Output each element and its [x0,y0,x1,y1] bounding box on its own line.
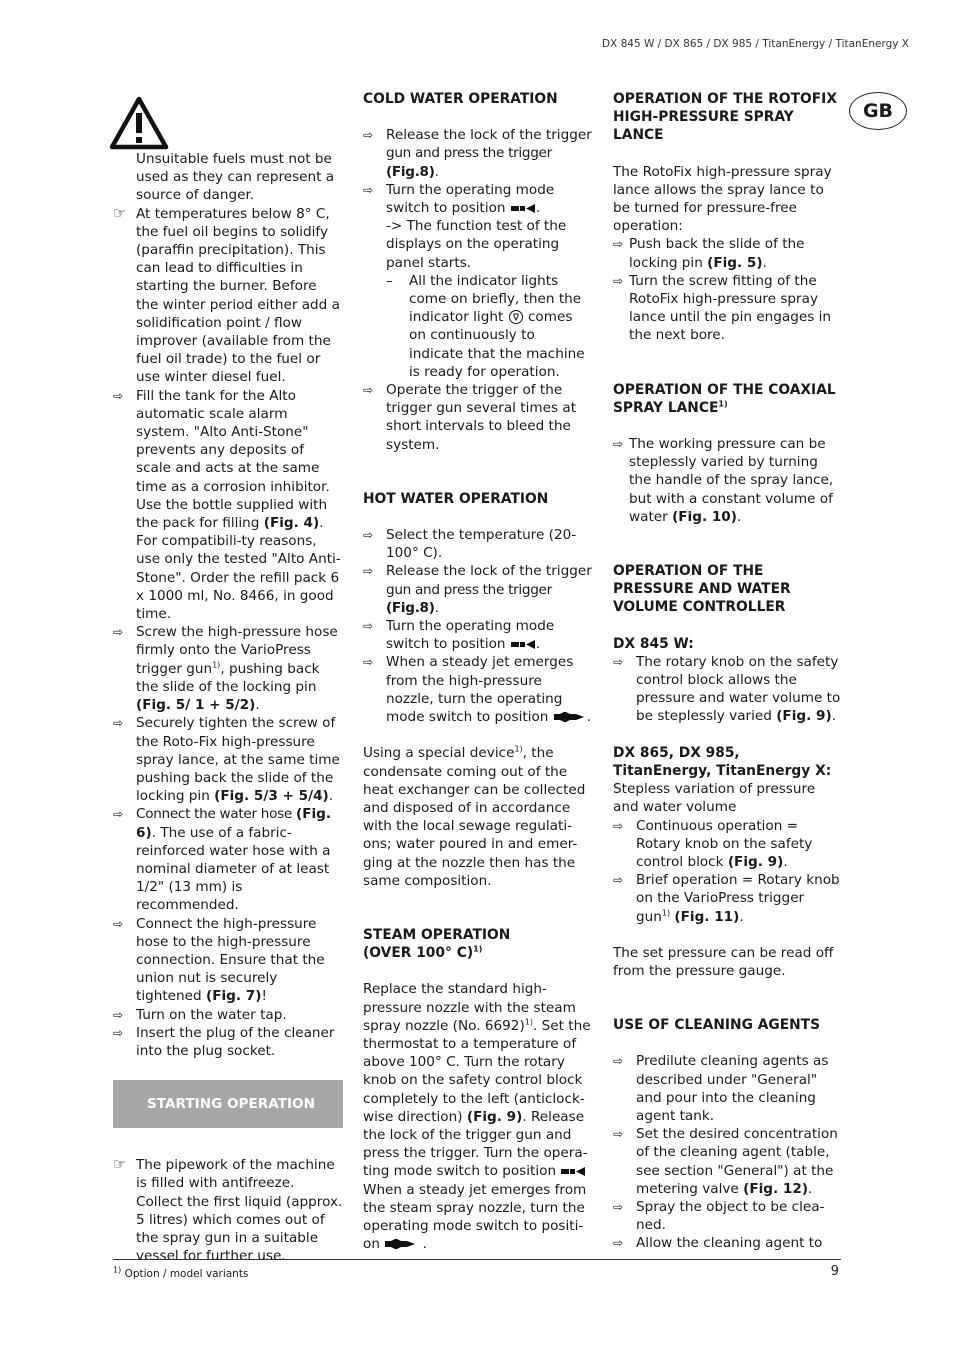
section-starting-operation: STARTING OPERATION [113,1080,343,1128]
arrow-icon: ⇨ [613,1199,624,1214]
indicator-light-icon [508,309,524,325]
list-item: ⇨ The working pressure can be steplessly varied by turning the handle of the spray lance, but with a constant volume of water (Fig. 10). [613,436,834,525]
paragraph-stepless: Stepless variation of pressure and water volume [613,781,816,816]
list-item: ⇨ Select the temperature (20-100° C). [363,527,577,562]
list-item: ⇨ Turn the operating mode switch to position . [363,618,555,653]
spray-mode-icon [384,1238,418,1250]
arrow-icon: ⇨ [613,654,624,669]
paragraph-condensate: Using a special device$^{1)}$, the condensate coming out of the heat exchanger can be collected and disposed of in accordance with the local sewage regulati-ons; water poured in and emer-ging at the nozzle then has the same composition. [363,744,586,889]
hot-water-mode-icon [510,639,536,650]
column-1 [113,90,343,1265]
page-number: 9 [830,1264,839,1279]
list-item: ⇨ Continuous operation = Rotary knob on the safety control block (Fig. 9). [613,817,813,870]
arrow-icon: ⇨ [113,1007,124,1022]
list-item: ⇨ Allow the cleaning agent to [613,1235,823,1252]
cold-water-mode-icon [510,203,536,214]
arrow-icon: ⇨ [363,655,374,670]
arrow-icon: ⇨ [613,237,624,252]
language-badge: GB [849,92,907,130]
arrow-icon: ⇨ [613,1054,624,1069]
heading-dx845: DX 845 W: [613,635,694,652]
arrow-icon: ⇨ [613,1127,624,1142]
list-item: ⇨ Brief operation = Rotary knob on the VarioPress trigger gun$^{1)}$ (Fig. 11). [613,872,840,925]
heading-steam: STEAM OPERATION (OVER 100° C)$^{1)}$ [363,926,511,962]
arrow-icon: ⇨ [363,182,374,197]
list-item: ⇨ The rotary knob on the safety control block allows the pressure and water volume to be steplessly varied (Fig. 9). [613,653,841,725]
sub-list-item: – All the indicator lights come on briefly, then the indicator light comes on continuously to indicate that the machine is ready for operation. [386,272,585,380]
list-item: ⇨ Operate the trigger of the trigger gun several times at short intervals to bleed the system. [363,382,577,453]
arrow-icon: ⇨ [113,916,124,931]
list-item: ⇨ Push back the slide of the locking pin (Fig. 5). [613,236,805,271]
steam-mode-icon [560,1166,586,1177]
heading-coaxial: OPERATION OF THE COAXIAL SPRAY LANCE$^{1)}$ [613,381,836,416]
list-item: ⇨ When a steady jet emerges from the high-pressure nozzle, turn the operating mode switch to position . [363,654,592,726]
model-header: DX 845 W / DX 865 / DX 985 / TitanEnergy / TitanEnergy X [601,38,909,50]
spray-mode-icon [553,711,587,723]
list-item: ⇨ Turn on the water tap. [113,1006,287,1023]
paragraph-steam: Replace the standard high-pressure nozzle with the steam spray nozzle (No. 6692)$^{1)}$. Set the thermostat to a temperature of above 100° C. Turn the rotary knob on the safety control block completely to the left (anticlock-wise direction) (Fig. 9). Release the lock of the trigger gun and press the trigger. Turn the opera-ting mode switch to position When a steady jet emerges from the steam spray nozzle, turn the operating mode switch to positi-on . [363,981,591,1253]
arrow-icon: ⇨ [613,873,624,888]
arrow-icon: ⇨ [113,625,124,640]
heading-dx865: DX 865, DX 985, TitanEnergy, TitanEnergy X: [613,744,832,779]
footnote: $^{1)}$ Option / model variants [113,1265,249,1280]
arrow-icon: ⇨ [113,1025,124,1040]
paragraph-gauge: The set pressure can be read off from the pressure gauge. [613,944,834,979]
list-item: ⇨ Turn the screw fitting of the RotoFix high-pressure spray lance until the pin engages in the next bore. [613,272,832,344]
arrow-icon: ⇨ [613,1236,624,1251]
list-item: ⇨ Insert the plug of the cleaner into the plug socket. [113,1024,335,1059]
heading-cleaning-agents: USE OF CLEANING AGENTS [613,1017,821,1034]
note-antifreeze: ☞ The pipework of the machine is filled with antifreeze. Collect the first liquid (approx. 5 litres) which comes out of the spray gun in a suitable vessel for further use. [113,1155,343,1265]
arrow-icon: ⇨ [363,128,374,143]
list-item: ⇨ Set the desired concentration of the cleaning agent (table, see section "General") at the metering valve (Fig. 12). [613,1126,838,1197]
hand-icon: ☞ [113,1155,127,1174]
column-3 [613,90,841,1253]
paragraph-rotofix: The RotoFix high-pressure spray lance allows the spray lance to be turned for pressure-free operation: [613,163,832,235]
heading-pressure-controller: OPERATION OF THE PRESSURE AND WATER VOLUME CONTROLLER [613,563,791,616]
list-item: ⇨ Turn the operating mode switch to position . -> The function test of the displays on the operating panel starts. [363,181,567,271]
list-item: ⇨ Predilute cleaning agents as described under "General" and pour into the cleaning agent tank. [613,1053,829,1124]
list-item: ⇨ Screw the high-pressure hose firmly onto the VarioPress trigger gun$^{1)}$, pushing back the slide of the locking pin (Fig. 5/ 1 + 5/2). [113,624,338,714]
arrow-icon: ⇨ [363,383,374,398]
list-item: ⇨ Release the lock of the trigger gun and press the trigger (Fig.8). [363,563,592,616]
heading-hot-water: HOT WATER OPERATION [363,490,549,507]
footer-rule [113,1259,841,1260]
warning-text: Unsuitable fuels must not be used as they can represent a source of danger. [136,151,335,204]
list-item: ⇨ Release the lock of the trigger gun and press the trigger (Fig.8). [363,127,592,180]
arrow-icon: ⇨ [363,619,374,634]
arrow-icon: ⇨ [613,273,624,288]
arrow-icon: ⇨ [113,388,124,403]
arrow-icon: ⇨ [613,818,624,833]
list-item: ⇨ Connect the high-pressure hose to the high-pressure connection. Ensure that the union nut is securely tightened (Fig. 7)! [113,915,325,1005]
arrow-icon: ⇨ [113,807,124,822]
hand-icon: ☞ [113,203,127,222]
arrow-icon: ⇨ [113,716,124,731]
heading-rotofix: OPERATION OF THE ROTOFIX HIGH-PRESSURE SPRAY LANCE [613,91,837,144]
column-2 [363,90,593,1253]
list-item: ⇨ Spray the object to be clea-ned. [613,1198,825,1234]
arrow-icon: ⇨ [613,437,624,452]
list-item: ⇨ Connect the water hose (Fig. 6). The use of a fabric-reinforced water hose with a nominal diameter of at least 1/2" (13 mm) is recommended. [113,806,332,914]
list-item: ⇨ Fill the tank for the Alto automatic scale alarm system. "Alto Anti-Stone" prevents any deposits of scale and acts at the same time as a corrosion inhibitor. Use the bottle supplied with the pack for filling (Fig. 4). For compatibili-ty reasons, use only the tested "Alto Anti-Stone". Order the refill pack 6 x 1000 ml, No. 8466, in good time. [113,387,341,623]
note-fuel: ☞ At temperatures below 8° C, the fuel oil begins to solidify (paraffin precipitation). This can lead to difficulties in starting the burner. Before the winter period either add a solidification point / flow improver (available from the fuel oil trade) to the fuel or use winter diesel fuel. [113,203,340,386]
arrow-icon: ⇨ [363,564,374,579]
arrow-icon: ⇨ [363,528,374,543]
list-item: ⇨ Securely tighten the screw of the Roto-Fix high-pressure spray lance, at the same time pushing back the slide of the locking pin (Fig. 5/3 + 5/4). [113,715,340,805]
warning-icon [109,96,169,150]
heading-cold-water: COLD WATER OPERATION [363,91,558,107]
